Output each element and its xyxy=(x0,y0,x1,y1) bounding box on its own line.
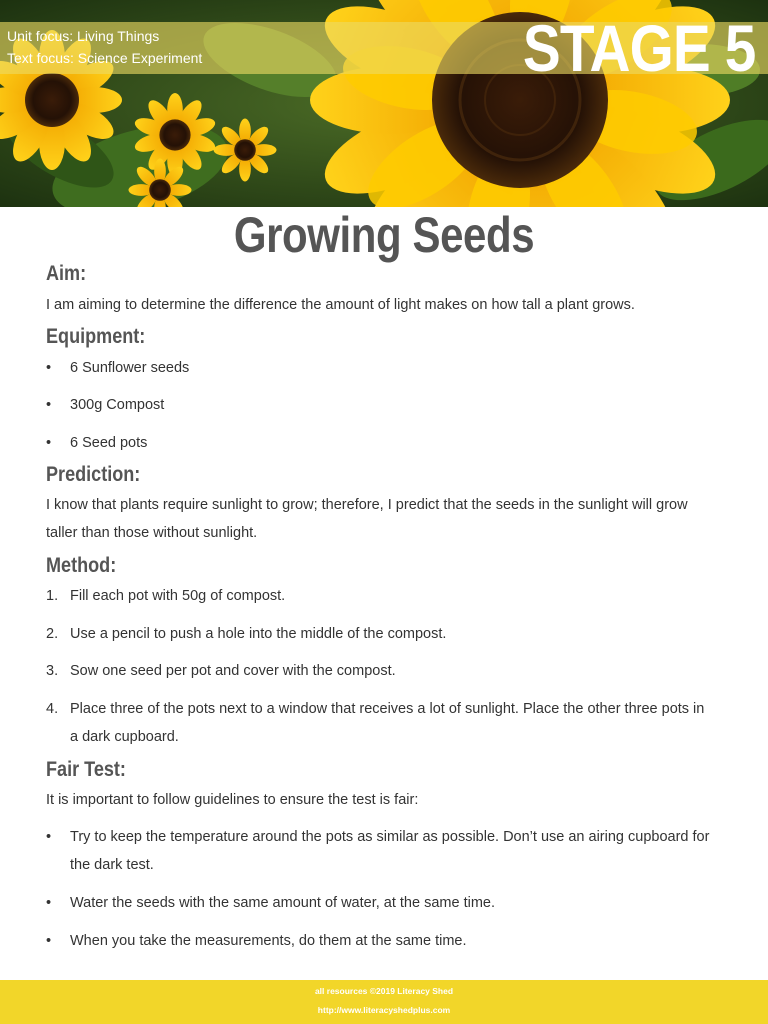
step-number: 3. xyxy=(46,663,59,679)
fair-test-item xyxy=(46,889,711,917)
fair-test-item-text: When you take the measurements, do them at the same time. xyxy=(70,933,467,949)
bullet-marker: • xyxy=(46,933,52,949)
method-step xyxy=(46,582,711,610)
bullet-marker: • xyxy=(46,435,52,451)
equipment-item xyxy=(46,429,711,457)
equipment-item xyxy=(46,354,711,382)
fair-test-item xyxy=(46,823,711,879)
header-banner xyxy=(0,0,768,207)
method-step-text: Sow one seed per pot and cover with the compost. xyxy=(70,663,396,679)
footer-copyright: all resources ©2019 Literacy Shed xyxy=(314,986,454,996)
page-title: Growing Seeds xyxy=(233,207,535,263)
method-step-text: Use a pencil to push a hole into the middle of the compost. xyxy=(70,626,447,642)
bullet-marker: • xyxy=(46,829,52,845)
text-focus: Text focus: Science Experiment xyxy=(7,50,203,66)
equipment-heading: Equipment: xyxy=(46,325,146,348)
bullet-marker: • xyxy=(46,895,52,911)
bullet-marker: • xyxy=(46,360,52,376)
stage-label: STAGE 5 xyxy=(523,11,756,85)
step-number: 2. xyxy=(46,626,59,642)
method-step xyxy=(46,620,711,648)
equipment-item-text: 6 Sunflower seeds xyxy=(70,360,190,376)
step-number: 4. xyxy=(46,701,59,717)
aim-heading: Aim: xyxy=(46,262,87,285)
prediction-text: I know that plants require sunlight to grow; therefore, I predict that the seeds in the sunlight will grow taller than those without sunlight. xyxy=(46,497,688,541)
fair-test-heading: Fair Test: xyxy=(46,758,126,781)
step-number: 1. xyxy=(46,588,59,604)
unit-focus: Unit focus: Living Things xyxy=(7,28,160,44)
aim-text: I am aiming to determine the difference the amount of light makes on how tall a plant grows. xyxy=(46,297,635,313)
fair-test-item-text: Try to keep the temperature around the pots as similar as possible. Don’t use an airing cupboard for the dark test. xyxy=(70,829,710,873)
method-step xyxy=(46,695,711,751)
method-step xyxy=(46,657,711,685)
equipment-item xyxy=(46,391,711,419)
bullet-marker: • xyxy=(46,397,52,413)
fair-test-item-text: Water the seeds with the same amount of water, at the same time. xyxy=(70,895,495,911)
method-step-text: Fill each pot with 50g of compost. xyxy=(70,588,286,604)
fair-test-intro: It is important to follow guidelines to ensure the test is fair: xyxy=(46,792,419,808)
equipment-item-text: 300g Compost xyxy=(70,397,165,413)
footer-url[interactable]: http://www.literacyshedplus.com xyxy=(317,1005,451,1015)
method-step-text: Place three of the pots next to a window that receives a lot of sunlight. Place the other three pots in a dark cupboard. xyxy=(70,701,705,745)
footer xyxy=(0,980,768,1024)
prediction-heading: Prediction: xyxy=(46,463,141,486)
method-heading: Method: xyxy=(46,554,117,577)
fair-test-item xyxy=(46,927,711,955)
equipment-item-text: 6 Seed pots xyxy=(70,435,148,451)
